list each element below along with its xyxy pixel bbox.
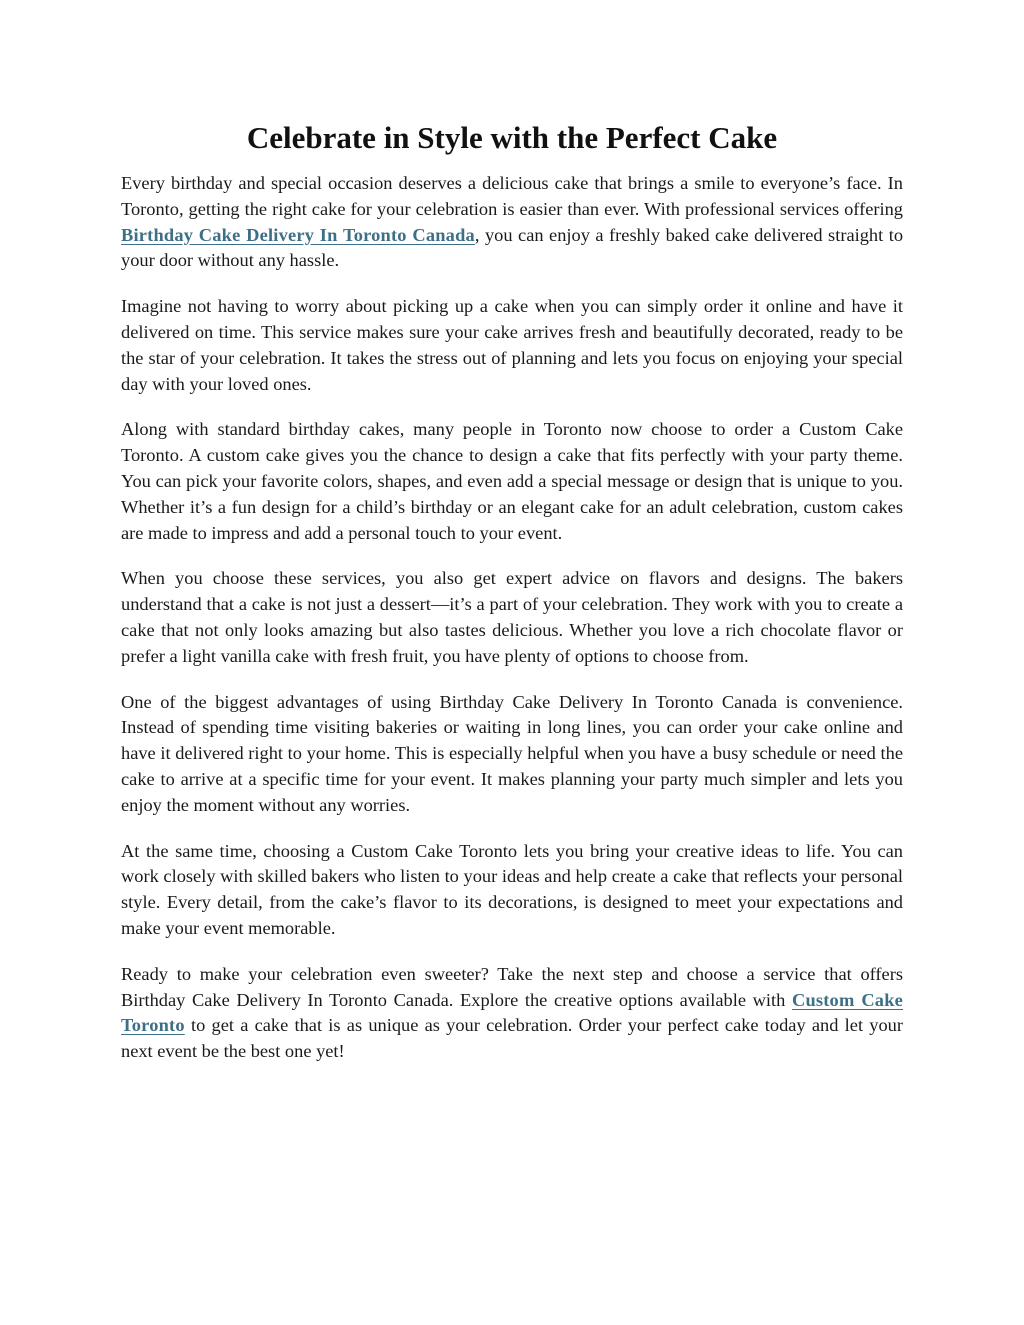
document-body: [121, 171, 903, 1085]
birthday-cake-delivery-link[interactable]: Birthday Cake Delivery In Toronto Canada: [121, 224, 475, 245]
custom-cake-toronto-link[interactable]: Custom Cake Toronto: [121, 989, 903, 1036]
paragraph-text: , you can enjoy a freshly baked cake delivered straight to your door without any hassle.: [121, 224, 904, 271]
paragraph-text: Ready to make your celebration even sweeter? Take the next step and choose a service that offers Birthday Cake Delivery In Toronto Canada. Explore the creative options available with: [121, 963, 903, 1010]
paragraph-online-ordering: Imagine not having to worry about picking up a cake when you can simply order it online and have it delivered on time. This service makes sure your cake arrives fresh and beautifully decorated, ready to be the star of your celebration. It takes the stress out of planning and lets you focus on enjoying your special day with your loved ones.: [121, 296, 903, 394]
paragraph-creative-ideas: At the same time, choosing a Custom Cake Toronto lets you bring your creative ideas to life. You can work closely with skilled bakers who listen to your ideas and help create a cake that reflects your personal style. Every detail, from the cake’s flavor to its decorations, is designed to meet your expectations and make your event memorable.: [121, 840, 903, 938]
document-title: Celebrate in Style with the Perfect Cake: [246, 120, 778, 155]
paragraph-convenience: One of the biggest advantages of using Birthday Cake Delivery In Toronto Canada is convenience. Instead of spending time visiting bakeries or waiting in long lines, you can order your cake online and have it delivered right to your home. This is especially helpful when you have a busy schedule or need the cake to arrive at a specific time for your event. It makes planning your party much simpler and lets you enjoy the moment without any worries.: [121, 691, 903, 815]
paragraph-custom-cakes: Along with standard birthday cakes, many people in Toronto now choose to order a Custom Cake Toronto. A custom cake gives you the chance to design a cake that fits perfectly with your party theme. You can pick your favorite colors, shapes, and even add a special message or design that is unique to you. Whether it’s a fun design for a child’s birthday or an elegant cake for an adult celebration, custom cakes are made to impress and add a personal touch to your event.: [121, 419, 903, 543]
paragraph-conclusion: [121, 962, 903, 1065]
paragraph-text: to get a cake that is as unique as your celebration. Order your perfect cake today and let your next event be the best one yet!: [121, 1015, 903, 1062]
paragraph-intro: [121, 171, 903, 274]
paragraph-text: Every birthday and special occasion deserves a delicious cake that brings a smile to everyone’s face. In Toronto, getting the right cake for your celebration is easier than ever. With professional services offering: [121, 173, 903, 219]
paragraph-expert-advice: When you choose these services, you also get expert advice on flavors and designs. The bakers understand that a cake is not just a dessert—it’s a part of your celebration. They work with you to create a cake that not only looks amazing but also tastes delicious. Whether you love a rich chocolate flavor or prefer a light vanilla cake with fresh fruit, you have plenty of options to choose from.: [121, 568, 903, 666]
